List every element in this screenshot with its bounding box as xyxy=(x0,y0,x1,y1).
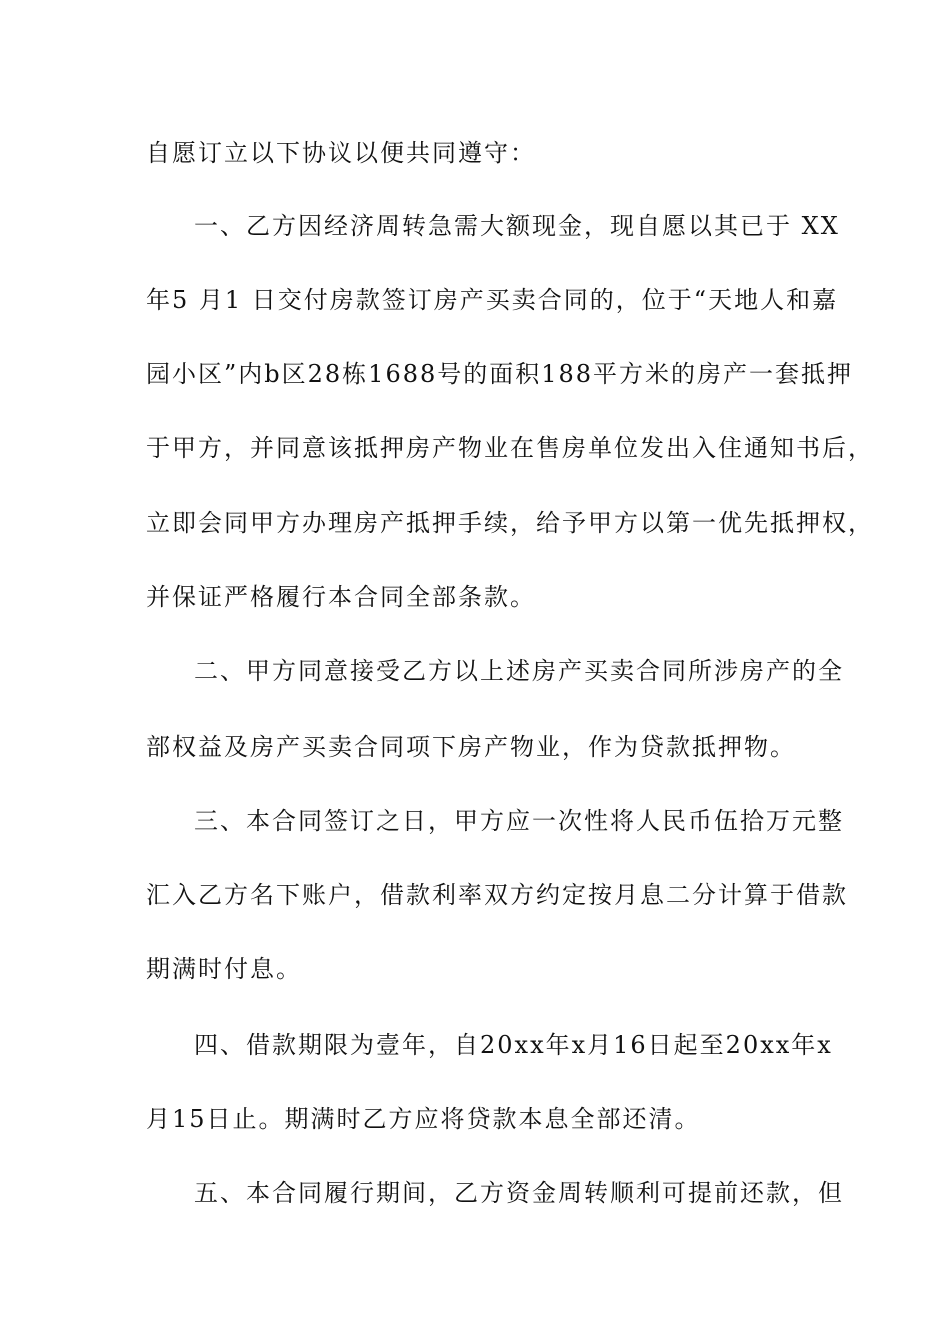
text-line: 四、借款期限为壹年，自20xx年x月16日起至20xx年x xyxy=(194,1031,833,1059)
text-line: 年5 月1 日交付房款签订房产买卖合同的，位于“天地人和嘉 xyxy=(146,286,839,314)
text-line: 并保证严格履行本合同全部条款。 xyxy=(146,583,536,611)
text-line: 自愿订立以下协议以便共同遵守： xyxy=(146,139,536,167)
text-line: 汇入乙方名下账户，借款利率双方约定按月息二分计算于借款 xyxy=(146,881,848,909)
text-line: 于甲方，并同意该抵押房产物业在售房单位发出入住通知书后， xyxy=(146,434,874,462)
text-line: 三、本合同签订之日，甲方应一次性将人民币伍拾万元整 xyxy=(194,807,844,835)
text-line: 五、本合同履行期间，乙方资金周转顺利可提前还款，但 xyxy=(194,1179,844,1207)
text-line: 月15日止。期满时乙方应将贷款本息全部还清。 xyxy=(146,1105,701,1133)
text-line: 一、乙方因经济周转急需大额现金，现自愿以其已于 XX xyxy=(194,212,840,240)
text-line: 园小区”内b区28栋1688号的面积188平方米的房产一套抵押 xyxy=(146,360,854,388)
text-line: 立即会同甲方办理房产抵押手续，给予甲方以第一优先抵押权， xyxy=(146,509,874,537)
text-line: 期满时付息。 xyxy=(146,955,302,983)
text-line: 部权益及房产买卖合同项下房产物业，作为贷款抵押物。 xyxy=(146,733,796,761)
text-line: 二、甲方同意接受乙方以上述房产买卖合同所涉房产的全 xyxy=(194,657,844,685)
